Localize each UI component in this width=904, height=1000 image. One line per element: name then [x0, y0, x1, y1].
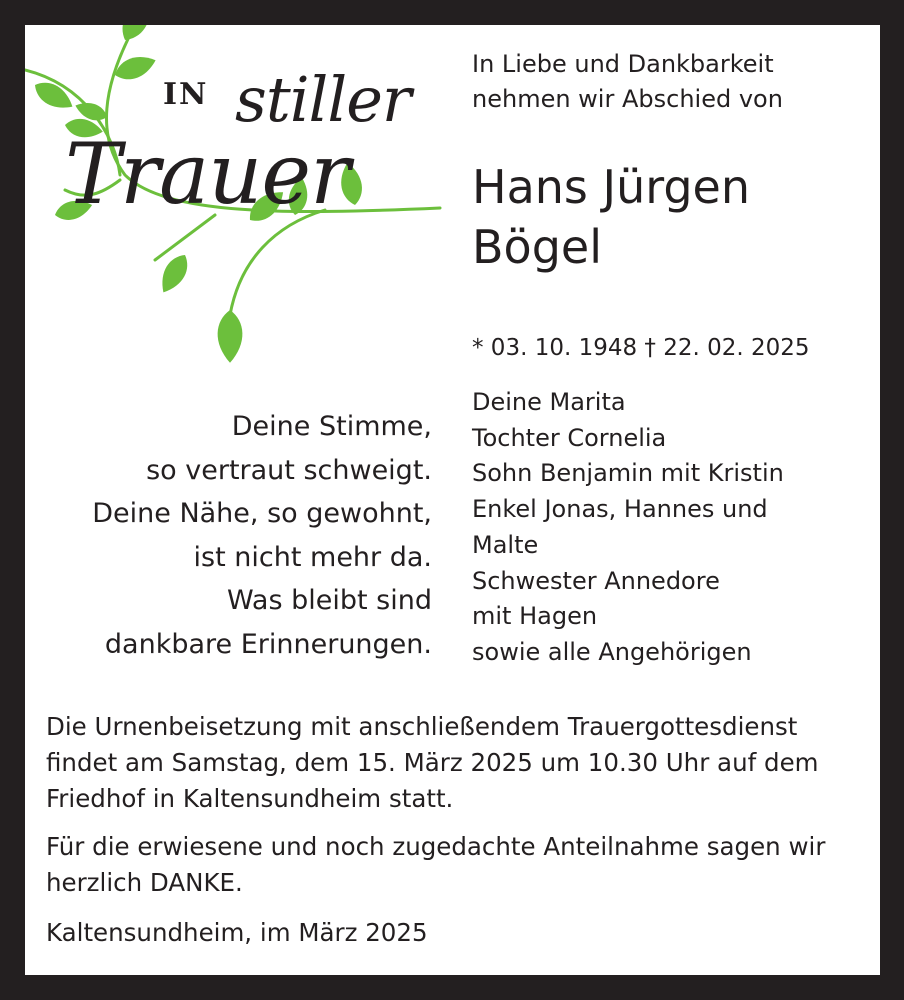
place-date: Kaltensundheim, im März 2025 — [46, 918, 428, 947]
heading-stiller: stiller — [235, 63, 411, 136]
poem-line: Deine Stimme, — [231, 411, 432, 442]
obituary-card — [25, 25, 880, 975]
funeral-notice — [46, 709, 819, 817]
mourner-line: Malte — [472, 530, 539, 559]
mourner-line: Schwester Annedore — [472, 566, 720, 595]
mourner-line: mit Hagen — [472, 602, 598, 631]
mourner-line: Sohn Benjamin mit Kristin — [472, 459, 784, 488]
intro-text — [472, 47, 783, 117]
thanks-line: Für die erwiesene und noch zugedachte Anteilnahme sagen wir — [46, 832, 826, 861]
mourner-line: Tochter Cornelia — [472, 423, 667, 452]
mourner-line: sowie alle Angehörigen — [472, 637, 752, 666]
notice-line: Die Urnenbeisetzung mit anschließendem Trauergottesdienst — [46, 712, 798, 741]
thanks-line: herzlich DANKE. — [46, 868, 243, 897]
poem-line: dankbare Erinnerungen. — [104, 628, 432, 660]
heading-in: IN — [163, 77, 209, 112]
name-line: Bögel — [472, 220, 602, 274]
mourner-line: Deine Marita — [472, 388, 626, 416]
poem-line: so vertraut schweigt. — [146, 454, 432, 486]
notice-line: Friedhof in Kaltensundheim statt. — [46, 784, 454, 813]
heading-trauer: Trauer — [65, 125, 350, 223]
intro-line: nehmen wir Abschied von — [472, 85, 783, 113]
poem-line: Was bleibt sind — [226, 585, 432, 616]
intro-line: In Liebe und Dankbarkeit — [472, 50, 774, 78]
deceased-name — [472, 157, 750, 277]
notice-line: findet am Samstag, dem 15. März 2025 um 10.30 Uhr auf dem — [46, 748, 819, 777]
name-line: Hans Jürgen — [472, 160, 750, 214]
life-dates: * 03. 10. 1948 † 22. 02. 2025 — [472, 335, 810, 361]
thanks-text — [46, 829, 825, 901]
poem — [25, 405, 432, 666]
poem-line: Deine Nähe, so gewohnt, — [92, 498, 432, 529]
mourner-line: Enkel Jonas, Hannes und — [472, 495, 768, 524]
mourners-list — [472, 385, 784, 671]
poem-line: ist nicht mehr da. — [193, 541, 432, 573]
